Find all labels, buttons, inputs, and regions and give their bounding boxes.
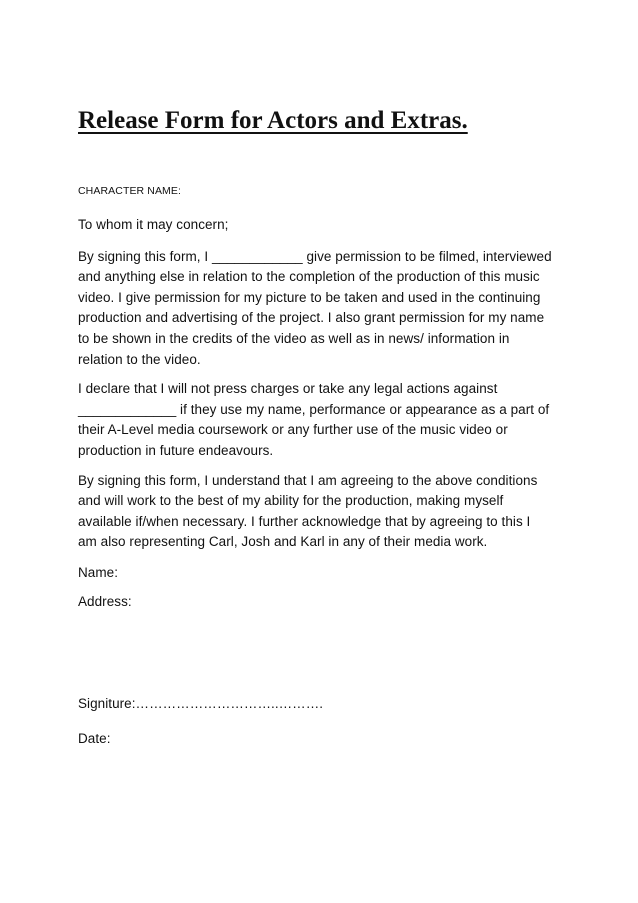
paragraph-permission [78, 247, 568, 371]
paragraph-line: and anything else in relation to the completion of the production of this music [78, 269, 540, 285]
paragraph-line: production in future endeavours. [78, 442, 274, 458]
paragraph-line: _____________ if they use my name, performance or appearance as a part of [78, 401, 550, 417]
paragraph-declaration [78, 379, 568, 461]
name-label: Name: [78, 564, 119, 580]
signature-line: Signiture:…………………………..………. [78, 696, 324, 712]
paragraph-line: By signing this form, I ____________ give permission to be filmed, interviewed [78, 248, 552, 264]
paragraph-line: to be shown in the credits of the video as well as in news/ information in [78, 330, 510, 346]
greeting: To whom it may concern; [78, 217, 229, 232]
document-content [78, 104, 568, 749]
page-title: Release Form for Actors and Extras. [78, 107, 468, 134]
paragraph-line: am also representing Carl, Josh and Karl in any of their media work. [78, 534, 488, 550]
paragraph-line: production and advertising of the project. I also grant permission for my name [78, 310, 545, 326]
paragraph-line: available if/when necessary. I further acknowledge that by agreeing to this I [78, 513, 531, 529]
paragraph-line: By signing this form, I understand that I am agreeing to the above conditions [78, 472, 538, 488]
paragraph-line: relation to the video. [78, 351, 201, 367]
paragraph-line: I declare that I will not press charges or take any legal actions against [78, 381, 498, 397]
paragraph-line: and will work to the best of my ability for the production, making myself [78, 493, 504, 509]
address-label: Address: [78, 593, 132, 609]
paragraph-line: video. I give permission for my picture to be taken and used in the continuing [78, 289, 541, 305]
character-name-label: CHARACTER NAME: [78, 185, 182, 197]
date-label: Date: [78, 730, 111, 746]
paragraph-agreement [78, 471, 568, 553]
paragraph-line: their A-Level media coursework or any further use of the music video or [78, 422, 508, 438]
